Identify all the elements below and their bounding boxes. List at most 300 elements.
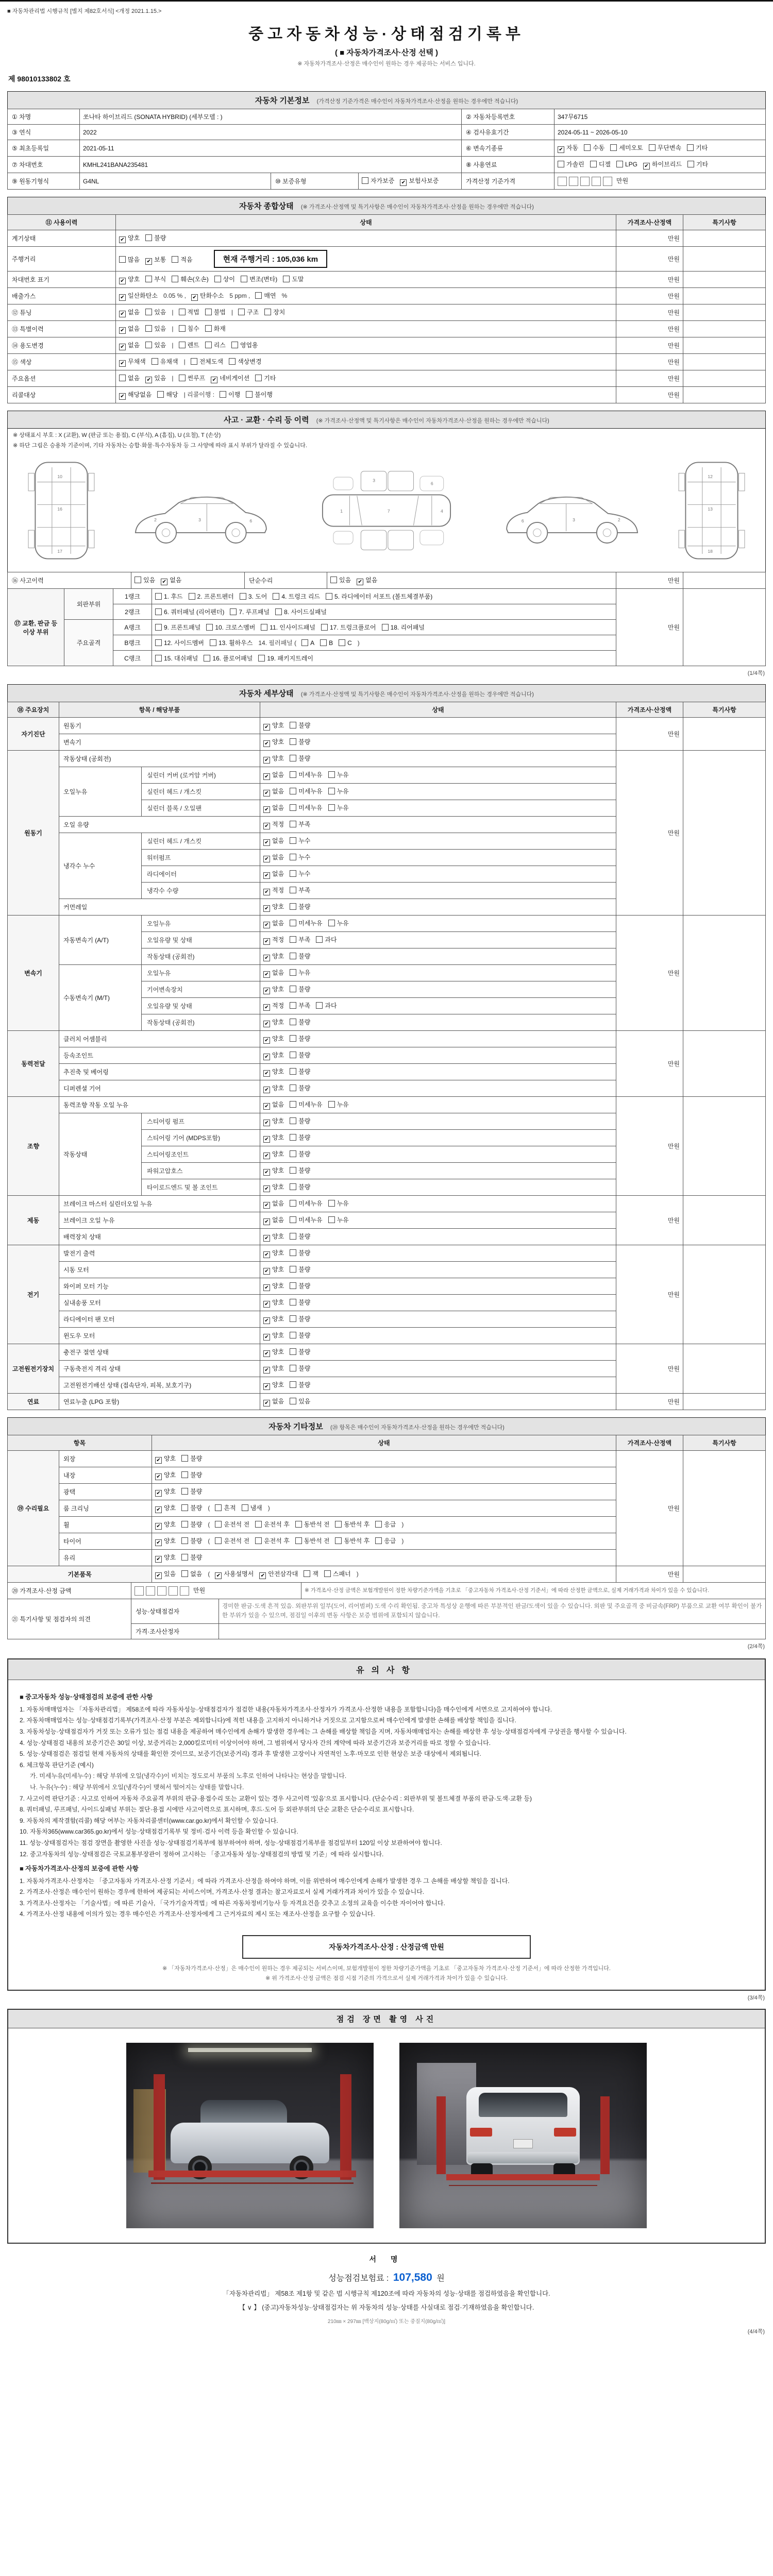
- checkbox[interactable]: [290, 821, 296, 827]
- checkbox[interactable]: [290, 1183, 296, 1190]
- checkbox-option[interactable]: [263, 1001, 284, 1011]
- checkbox-option[interactable]: [155, 623, 200, 632]
- checkbox[interactable]: ✔: [215, 1572, 222, 1579]
- checkbox[interactable]: [290, 986, 296, 992]
- checkbox-option[interactable]: [263, 1018, 284, 1027]
- checkbox-option[interactable]: [255, 291, 276, 300]
- checkbox[interactable]: [290, 936, 296, 943]
- checkbox[interactable]: [290, 1019, 296, 1025]
- checkbox[interactable]: ✔: [119, 294, 126, 301]
- checkbox-option[interactable]: [230, 607, 270, 616]
- checkbox-option[interactable]: [290, 1347, 310, 1356]
- checkbox[interactable]: [290, 738, 296, 745]
- checkbox[interactable]: [181, 1471, 188, 1478]
- checkbox[interactable]: [135, 577, 141, 583]
- checkbox[interactable]: [295, 1521, 302, 1528]
- checkbox-option[interactable]: [119, 341, 140, 350]
- checkbox[interactable]: [290, 1150, 296, 1157]
- checkbox-option[interactable]: [290, 1397, 310, 1405]
- checkbox-option[interactable]: [119, 255, 140, 264]
- checkbox[interactable]: [290, 1249, 296, 1256]
- checkbox[interactable]: ✔: [119, 327, 126, 334]
- checkbox-option[interactable]: [155, 654, 198, 663]
- checkbox-option[interactable]: [558, 143, 578, 153]
- checkbox[interactable]: ✔: [119, 344, 126, 350]
- checkbox-option[interactable]: [263, 1397, 284, 1406]
- checkbox-option[interactable]: [263, 886, 284, 895]
- checkbox[interactable]: [328, 1101, 335, 1108]
- checkbox[interactable]: [339, 639, 345, 646]
- checkbox-option[interactable]: [189, 592, 234, 601]
- checkbox-option[interactable]: [357, 575, 377, 585]
- checkbox-option[interactable]: [290, 1034, 310, 1043]
- checkbox[interactable]: [179, 342, 186, 348]
- checkbox-option[interactable]: [214, 275, 235, 283]
- checkbox[interactable]: [558, 161, 564, 167]
- checkbox[interactable]: [290, 1101, 296, 1108]
- checkbox-option[interactable]: [290, 902, 310, 911]
- checkbox-option[interactable]: [119, 291, 158, 301]
- checkbox-option[interactable]: [290, 952, 310, 960]
- checkbox-option[interactable]: [255, 374, 276, 382]
- checkbox-option[interactable]: [155, 607, 224, 616]
- checkbox-option[interactable]: [145, 275, 166, 283]
- checkbox[interactable]: [328, 920, 335, 926]
- checkbox-option[interactable]: [145, 341, 166, 349]
- checkbox-option[interactable]: [263, 952, 284, 961]
- checkbox-option[interactable]: [231, 341, 258, 349]
- checkbox-option[interactable]: [290, 1067, 310, 1076]
- checkbox[interactable]: [290, 837, 296, 844]
- checkbox[interactable]: [275, 608, 282, 615]
- checkbox[interactable]: [215, 1521, 222, 1528]
- checkbox[interactable]: ✔: [263, 856, 270, 862]
- checkbox-option[interactable]: [290, 770, 322, 779]
- checkbox[interactable]: [290, 1216, 296, 1223]
- checkbox-option[interactable]: [259, 1569, 298, 1579]
- checkbox[interactable]: [316, 1002, 323, 1009]
- checkbox[interactable]: ✔: [263, 1070, 270, 1077]
- checkbox-option[interactable]: [295, 1536, 330, 1545]
- checkbox[interactable]: [172, 256, 178, 263]
- checkbox[interactable]: ✔: [263, 1021, 270, 1027]
- checkbox-option[interactable]: [255, 1520, 290, 1529]
- checkbox[interactable]: ✔: [263, 1185, 270, 1192]
- checkbox-option[interactable]: [181, 1470, 202, 1479]
- checkbox-option[interactable]: [263, 919, 284, 928]
- checkbox-option[interactable]: [290, 1298, 310, 1307]
- checkbox-option[interactable]: [119, 374, 140, 382]
- checkbox[interactable]: [290, 1233, 296, 1240]
- checkbox-option[interactable]: [290, 853, 310, 861]
- checkbox[interactable]: [335, 1521, 342, 1528]
- checkbox[interactable]: [290, 1200, 296, 1207]
- checkbox-option[interactable]: [264, 308, 285, 316]
- checkbox-option[interactable]: [290, 886, 310, 894]
- checkbox[interactable]: ✔: [155, 1473, 162, 1480]
- checkbox-option[interactable]: [145, 308, 166, 316]
- checkbox-option[interactable]: [155, 1569, 176, 1579]
- checkbox[interactable]: [255, 375, 262, 381]
- checkbox[interactable]: [155, 624, 162, 631]
- checkbox[interactable]: ✔: [145, 258, 152, 265]
- checkbox-option[interactable]: [263, 869, 284, 879]
- checkbox-option[interactable]: [335, 1520, 369, 1529]
- checkbox[interactable]: ✔: [263, 1202, 270, 1209]
- checkbox[interactable]: [290, 1266, 296, 1273]
- checkbox[interactable]: ✔: [400, 179, 407, 186]
- checkbox[interactable]: [316, 936, 323, 943]
- checkbox-option[interactable]: [590, 160, 611, 168]
- checkbox-option[interactable]: [263, 737, 284, 747]
- checkbox[interactable]: [145, 276, 152, 282]
- checkbox[interactable]: [290, 722, 296, 728]
- checkbox[interactable]: [145, 342, 152, 348]
- checkbox-option[interactable]: [263, 853, 284, 862]
- checkbox-option[interactable]: [687, 160, 708, 168]
- checkbox-option[interactable]: [263, 1265, 284, 1275]
- checkbox-option[interactable]: [263, 1050, 284, 1060]
- checkbox-option[interactable]: [375, 1536, 396, 1545]
- checkbox-option[interactable]: [135, 575, 155, 584]
- checkbox-option[interactable]: [290, 1149, 310, 1158]
- checkbox-option[interactable]: [290, 1215, 322, 1224]
- checkbox[interactable]: [290, 1134, 296, 1141]
- checkbox-option[interactable]: [238, 308, 259, 316]
- checkbox[interactable]: [362, 177, 368, 184]
- checkbox[interactable]: [335, 1537, 342, 1544]
- checkbox[interactable]: [290, 804, 296, 811]
- checkbox[interactable]: ✔: [211, 377, 217, 383]
- checkbox-option[interactable]: [215, 1569, 254, 1579]
- checkbox[interactable]: ✔: [263, 724, 270, 731]
- checkbox[interactable]: ✔: [263, 1004, 270, 1011]
- checkbox-option[interactable]: [320, 639, 333, 647]
- checkbox-option[interactable]: [263, 803, 284, 813]
- checkbox-option[interactable]: [263, 770, 284, 780]
- checkbox[interactable]: ✔: [191, 294, 198, 301]
- checkbox-option[interactable]: [155, 1503, 176, 1513]
- checkbox-option[interactable]: [263, 1314, 284, 1324]
- checkbox-option[interactable]: [181, 1503, 202, 1512]
- checkbox-option[interactable]: [155, 1470, 176, 1480]
- checkbox[interactable]: [328, 771, 335, 778]
- checkbox[interactable]: [326, 593, 332, 600]
- checkbox[interactable]: [290, 953, 296, 959]
- checkbox-option[interactable]: [263, 721, 284, 731]
- checkbox[interactable]: [240, 593, 246, 600]
- checkbox-option[interactable]: [290, 787, 322, 795]
- checkbox[interactable]: ✔: [263, 905, 270, 912]
- checkbox-option[interactable]: [330, 575, 351, 584]
- checkbox[interactable]: ✔: [263, 988, 270, 994]
- checkbox-option[interactable]: [145, 233, 166, 242]
- checkbox[interactable]: [290, 854, 296, 860]
- checkbox[interactable]: ✔: [263, 1251, 270, 1258]
- checkbox[interactable]: [179, 325, 186, 332]
- checkbox-option[interactable]: [263, 1133, 284, 1143]
- checkbox-option[interactable]: [400, 176, 439, 186]
- checkbox[interactable]: [119, 256, 126, 263]
- checkbox-option[interactable]: [179, 324, 199, 333]
- checkbox[interactable]: [375, 1537, 382, 1544]
- checkbox-option[interactable]: [290, 1018, 310, 1026]
- checkbox[interactable]: [328, 1216, 335, 1223]
- checkbox-option[interactable]: [328, 1100, 349, 1109]
- checkbox[interactable]: [328, 1200, 335, 1207]
- checkbox-option[interactable]: [335, 1536, 369, 1545]
- checkbox-option[interactable]: [242, 1503, 262, 1512]
- checkbox-option[interactable]: [206, 623, 255, 632]
- checkbox[interactable]: [246, 391, 253, 398]
- checkbox-option[interactable]: [290, 1232, 310, 1241]
- checkbox[interactable]: ✔: [263, 806, 270, 813]
- checkbox[interactable]: [181, 1537, 188, 1544]
- checkbox-option[interactable]: [263, 1298, 284, 1308]
- checkbox[interactable]: ✔: [161, 579, 167, 585]
- checkbox-option[interactable]: [215, 1503, 236, 1512]
- checkbox[interactable]: ✔: [263, 740, 270, 747]
- checkbox[interactable]: [155, 593, 162, 600]
- checkbox[interactable]: ✔: [263, 1235, 270, 1242]
- checkbox[interactable]: ✔: [155, 1506, 162, 1513]
- checkbox-option[interactable]: [328, 770, 349, 779]
- checkbox-option[interactable]: [263, 1116, 284, 1126]
- checkbox[interactable]: ✔: [263, 971, 270, 978]
- checkbox-option[interactable]: [290, 1265, 310, 1274]
- checkbox[interactable]: [584, 144, 591, 151]
- checkbox-option[interactable]: [326, 592, 432, 601]
- checkbox[interactable]: [215, 1504, 222, 1511]
- checkbox[interactable]: [304, 1570, 310, 1577]
- checkbox[interactable]: ✔: [263, 790, 270, 796]
- checkbox-option[interactable]: [263, 820, 284, 829]
- checkbox-option[interactable]: [172, 275, 208, 283]
- checkbox[interactable]: [214, 276, 221, 282]
- checkbox[interactable]: ✔: [263, 1301, 270, 1308]
- checkbox-option[interactable]: [240, 592, 267, 601]
- checkbox[interactable]: [290, 969, 296, 976]
- checkbox-option[interactable]: [205, 341, 226, 349]
- checkbox[interactable]: [264, 309, 271, 315]
- checkbox-option[interactable]: [290, 1314, 310, 1323]
- checkbox[interactable]: [258, 655, 265, 662]
- checkbox[interactable]: ✔: [357, 579, 363, 585]
- checkbox[interactable]: [157, 391, 164, 398]
- checkbox[interactable]: [290, 1117, 296, 1124]
- checkbox[interactable]: [255, 292, 262, 299]
- checkbox[interactable]: [290, 788, 296, 794]
- checkbox[interactable]: ✔: [263, 839, 270, 846]
- checkbox[interactable]: [649, 144, 656, 151]
- checkbox[interactable]: [687, 161, 694, 167]
- checkbox[interactable]: [290, 1084, 296, 1091]
- checkbox-option[interactable]: [155, 1454, 176, 1464]
- checkbox[interactable]: ✔: [119, 278, 126, 284]
- checkbox-option[interactable]: [263, 1364, 284, 1374]
- checkbox[interactable]: [145, 325, 152, 332]
- checkbox-option[interactable]: [328, 1215, 349, 1224]
- checkbox-option[interactable]: [263, 1149, 284, 1159]
- checkbox-option[interactable]: [261, 623, 315, 632]
- checkbox[interactable]: [206, 624, 213, 631]
- checkbox-option[interactable]: [181, 1454, 202, 1463]
- checkbox[interactable]: [230, 608, 237, 615]
- checkbox-option[interactable]: [328, 919, 349, 927]
- checkbox[interactable]: [204, 655, 210, 662]
- checkbox[interactable]: [181, 1570, 188, 1577]
- checkbox[interactable]: ✔: [263, 1169, 270, 1176]
- checkbox-option[interactable]: [263, 754, 284, 764]
- checkbox-option[interactable]: [290, 1380, 310, 1389]
- checkbox[interactable]: ✔: [155, 1572, 162, 1579]
- checkbox-option[interactable]: [263, 985, 284, 994]
- checkbox[interactable]: ✔: [263, 955, 270, 961]
- checkbox-option[interactable]: [316, 935, 337, 944]
- checkbox-option[interactable]: [155, 1487, 176, 1497]
- checkbox[interactable]: [290, 1282, 296, 1289]
- checkbox[interactable]: [205, 325, 212, 332]
- checkbox[interactable]: [220, 391, 226, 398]
- checkbox[interactable]: [119, 375, 126, 381]
- checkbox[interactable]: [181, 1455, 188, 1462]
- checkbox-option[interactable]: [215, 1520, 249, 1529]
- checkbox-option[interactable]: [375, 1520, 396, 1529]
- checkbox[interactable]: [290, 1398, 296, 1404]
- checkbox[interactable]: ✔: [263, 1284, 270, 1291]
- checkbox[interactable]: [145, 234, 152, 241]
- checkbox-option[interactable]: [263, 1182, 284, 1192]
- checkbox-option[interactable]: [119, 308, 140, 317]
- checkbox[interactable]: [290, 1299, 296, 1306]
- checkbox-option[interactable]: [290, 1248, 310, 1257]
- checkbox-option[interactable]: [263, 1232, 284, 1242]
- checkbox[interactable]: [231, 342, 238, 348]
- checkbox[interactable]: [320, 639, 327, 646]
- checkbox-option[interactable]: [145, 324, 166, 333]
- checkbox[interactable]: ✔: [558, 146, 564, 153]
- checkbox[interactable]: [382, 624, 389, 631]
- checkbox[interactable]: [301, 639, 308, 646]
- checkbox-option[interactable]: [290, 1100, 322, 1109]
- checkbox[interactable]: [290, 870, 296, 877]
- checkbox-option[interactable]: [382, 623, 425, 632]
- checkbox-option[interactable]: [290, 803, 322, 812]
- checkbox[interactable]: ✔: [145, 377, 152, 383]
- checkbox[interactable]: [321, 624, 328, 631]
- checkbox-option[interactable]: [290, 1166, 310, 1175]
- checkbox[interactable]: [290, 1052, 296, 1058]
- checkbox-option[interactable]: [229, 357, 261, 366]
- checkbox[interactable]: [295, 1537, 302, 1544]
- checkbox[interactable]: ✔: [155, 1556, 162, 1563]
- checkbox[interactable]: ✔: [263, 1367, 270, 1374]
- checkbox-option[interactable]: [241, 275, 277, 283]
- checkbox[interactable]: [205, 309, 212, 315]
- checkbox[interactable]: [145, 309, 152, 315]
- checkbox-option[interactable]: [290, 754, 310, 762]
- checkbox[interactable]: ✔: [155, 1457, 162, 1464]
- checkbox-option[interactable]: [263, 1083, 284, 1093]
- checkbox-option[interactable]: [181, 1569, 202, 1578]
- checkbox[interactable]: ✔: [263, 1136, 270, 1143]
- checkbox-option[interactable]: [273, 592, 320, 601]
- checkbox[interactable]: [590, 161, 597, 167]
- checkbox-option[interactable]: [191, 357, 223, 366]
- checkbox-option[interactable]: [119, 233, 140, 243]
- checkbox-option[interactable]: [328, 803, 349, 812]
- checkbox-option[interactable]: [290, 985, 310, 993]
- checkbox-option[interactable]: [316, 1001, 337, 1010]
- checkbox-option[interactable]: [263, 968, 284, 978]
- checkbox-option[interactable]: [179, 341, 199, 349]
- checkbox[interactable]: [210, 639, 216, 646]
- checkbox[interactable]: [155, 608, 162, 615]
- checkbox-option[interactable]: [211, 374, 249, 383]
- checkbox-option[interactable]: [290, 935, 310, 944]
- checkbox[interactable]: [241, 276, 247, 282]
- checkbox-option[interactable]: [179, 308, 199, 316]
- checkbox[interactable]: [179, 309, 186, 315]
- checkbox-option[interactable]: [181, 1520, 202, 1529]
- checkbox-option[interactable]: [362, 176, 394, 185]
- checkbox[interactable]: [290, 1167, 296, 1174]
- checkbox-option[interactable]: [290, 1281, 310, 1290]
- checkbox-option[interactable]: [145, 255, 166, 265]
- checkbox[interactable]: ✔: [263, 823, 270, 829]
- checkbox-option[interactable]: [263, 1067, 284, 1077]
- checkbox[interactable]: [238, 309, 245, 315]
- checkbox[interactable]: ✔: [263, 872, 270, 879]
- checkbox-option[interactable]: [290, 1331, 310, 1340]
- checkbox-option[interactable]: [119, 275, 140, 284]
- checkbox-option[interactable]: [263, 1281, 284, 1291]
- checkbox-option[interactable]: [263, 935, 284, 945]
- checkbox-option[interactable]: [263, 1248, 284, 1258]
- checkbox-option[interactable]: [155, 592, 183, 601]
- checkbox-option[interactable]: [152, 357, 178, 366]
- checkbox[interactable]: [687, 144, 694, 151]
- checkbox[interactable]: [229, 358, 236, 365]
- checkbox[interactable]: [215, 1537, 222, 1544]
- checkbox[interactable]: ✔: [263, 1103, 270, 1110]
- checkbox-option[interactable]: [290, 820, 310, 828]
- checkbox[interactable]: ✔: [263, 1400, 270, 1406]
- checkbox-option[interactable]: [258, 654, 313, 663]
- checkbox[interactable]: [181, 1488, 188, 1495]
- checkbox-option[interactable]: [119, 390, 152, 400]
- checkbox-option[interactable]: [157, 390, 178, 399]
- checkbox-option[interactable]: [290, 836, 310, 845]
- checkbox[interactable]: [290, 1002, 296, 1009]
- checkbox[interactable]: ✔: [263, 1383, 270, 1390]
- checkbox-option[interactable]: [290, 721, 310, 730]
- checkbox[interactable]: [205, 342, 212, 348]
- checkbox-option[interactable]: [263, 1100, 284, 1110]
- checkbox[interactable]: ✔: [263, 1087, 270, 1093]
- checkbox-option[interactable]: [584, 143, 604, 152]
- checkbox-option[interactable]: [304, 1569, 318, 1578]
- checkbox-option[interactable]: [172, 255, 192, 264]
- checkbox-option[interactable]: [321, 623, 376, 632]
- checkbox-option[interactable]: [263, 1215, 284, 1225]
- checkbox-option[interactable]: [290, 1083, 310, 1092]
- checkbox[interactable]: [290, 887, 296, 893]
- checkbox[interactable]: [290, 1035, 296, 1042]
- checkbox-option[interactable]: [220, 390, 240, 399]
- checkbox-option[interactable]: [290, 1364, 310, 1372]
- checkbox-option[interactable]: [263, 1166, 284, 1176]
